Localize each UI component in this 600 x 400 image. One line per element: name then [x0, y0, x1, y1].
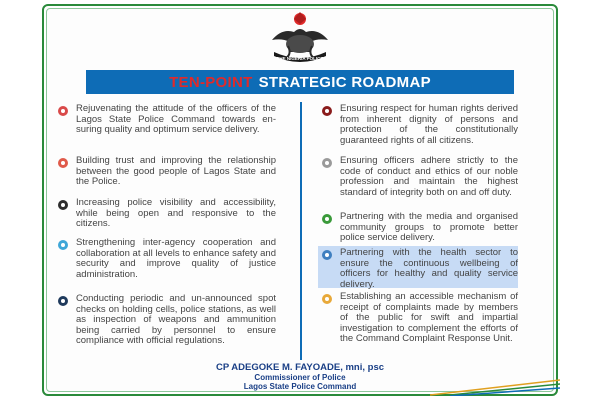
roadmap-item-text: Rejuvenating the attitude of the officers of the Lagos State Police Command towards en-suring quality and optimum service delivery. — [76, 103, 276, 135]
crest-banner-text: THE NIGERIA POLICE — [276, 56, 324, 61]
bullet-icon — [58, 158, 68, 168]
bullet-icon — [58, 200, 68, 210]
signatory-command: Lagos State Police Command — [243, 382, 357, 391]
roadmap-item-text: Partnering with the media and organised community groups to promote better police service delivery. — [340, 211, 518, 243]
roadmap-item-10 — [322, 292, 518, 345]
roadmap-item-text: Conducting periodic and un-announced spot checks on holding cells, police stations, as well as inspection of weapons and ammunition being carried by personnel to ensure compliance with official regulations. — [76, 293, 276, 346]
roadmap-item-6 — [322, 104, 518, 146]
signature-block — [150, 362, 450, 391]
roadmap-item-7 — [322, 156, 518, 198]
title-highlight: TEN-POINT — [169, 73, 253, 91]
signatory-name: CP ADEGOKE M. FAYOADE, mni, psc — [215, 362, 385, 373]
bullet-icon — [322, 158, 332, 168]
bullet-icon — [322, 106, 332, 116]
bullet-icon — [322, 294, 332, 304]
bullet-icon — [322, 250, 332, 260]
bullet-icon — [322, 214, 332, 224]
roadmap-item-8 — [322, 212, 518, 244]
decorative-stripes — [430, 378, 560, 396]
roadmap-item-text: Building trust and improving the relationship between the good people of Lagos State and the Police. — [76, 155, 276, 187]
roadmap-item-text: Increasing police visibility and accessibility, while being open and responsive to the citizens. — [76, 197, 276, 229]
bullet-icon — [58, 240, 68, 250]
column-divider — [300, 102, 302, 360]
roadmap-item-text: Establishing an accessible mechanism of receipt of complaints made by members of the public for swift and impartial investigation to complement the efforts of the Command Complaint Response Unit. — [340, 291, 518, 344]
roadmap-item-4 — [58, 238, 276, 280]
roadmap-item-2 — [58, 156, 276, 188]
roadmap-item-5 — [58, 294, 276, 347]
roadmap-item-text: Ensuring officers adhere strictly to the code of conduct and ethics of our noble profession and maintain the highest standard of integrity both on and off duty. — [340, 155, 518, 198]
title-banner — [86, 70, 514, 94]
signatory-role: Commissioner of Police — [254, 373, 346, 382]
roadmap-item-text: Strengthening inter-agency cooperation and collaboration at all levels to enhance safety and security and improve quality of justice administration. — [76, 237, 276, 280]
roadmap-item-text: Partnering with the health sector to ensure the continuous wellbeing of officers for healthy and quality service delivery. — [340, 247, 518, 290]
roadmap-item-1 — [58, 104, 276, 136]
title-text: STRATEGIC ROADMAP — [258, 73, 431, 91]
roadmap-item-9 — [322, 248, 518, 290]
bullet-icon — [58, 106, 68, 116]
bullet-icon — [58, 296, 68, 306]
nigeria-police-crest-icon — [252, 10, 348, 66]
roadmap-item-3 — [58, 198, 276, 230]
roadmap-item-text: Ensuring respect for human rights derived from inherent dignity of persons and protection of the constitutionally guaranteed rights of all citizens. — [340, 103, 518, 146]
